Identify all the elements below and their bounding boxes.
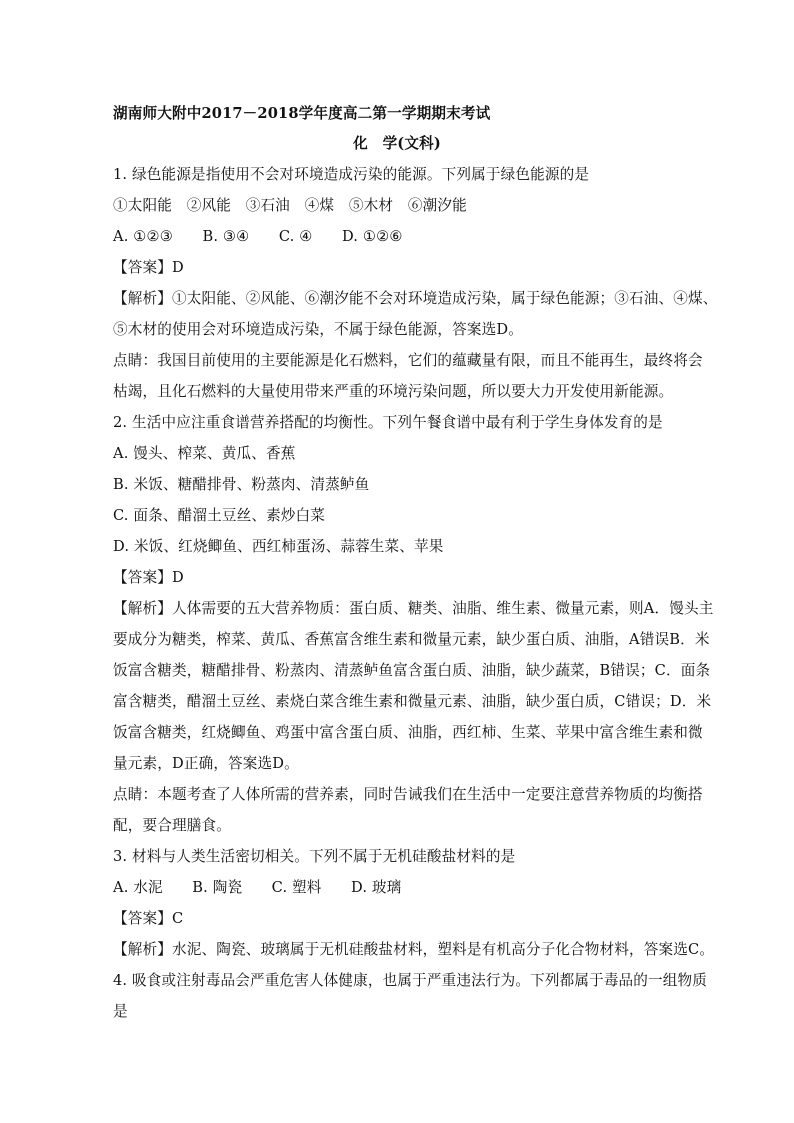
question-2-analysis-line-5: 饭富含糖类，红烧鲫鱼、鸡蛋中富含蛋白质、油脂，西红柿、生菜、苹果中富含维生素和微: [113, 724, 703, 741]
question-1-analysis-line-2: ⑤木材的使用会对环境造成污染，不属于绿色能源，答案选D。: [113, 321, 523, 338]
question-2-analysis-line-1: 【解析】人体需要的五大营养物质：蛋白质、糖类、油脂、维生素、微量元素，则A．馒头主: [113, 600, 714, 617]
question-1-analysis-line-1: 【解析】①太阳能、②风能、⑥潮汐能不会对环境造成污染，属于绿色能源；③石油、④煤、: [113, 290, 718, 307]
question-2-analysis-line-4: 富含糖类，醋溜土豆丝、素烧白菜含维生素和微量元素、油脂，缺少蛋白质，C错误；D．米: [113, 693, 712, 710]
question-2-analysis-line-2: 要成分为糖类，榨菜、黄瓜、香蕉富含维生素和微量元素，缺少蛋白质、油脂，A错误B．米: [113, 631, 710, 648]
question-2-option-b: B. 米饭、糖醋排骨、粉蒸肉、清蒸鲈鱼: [113, 476, 370, 493]
question-2-option-a: A. 馒头、榨菜、黄瓜、香蕉: [113, 445, 296, 462]
question-3-options: A. 水泥 B. 陶瓷 C. 塑料 D. 玻璃: [113, 879, 402, 896]
question-1-stem: 1. 绿色能源是指使用不会对环境造成污染的能源。下列属于绿色能源的是: [113, 166, 590, 183]
question-2-analysis-line-3: 饭富含糖类，糖醋排骨、粉蒸肉、清蒸鲈鱼富含蛋白质、油脂，缺少蔬菜，B错误；C．面条: [113, 662, 711, 679]
question-1-note-line-2: 枯竭，且化石燃料的大量使用带来严重的环境污染问题，所以要大力开发使用新能源。: [113, 383, 674, 400]
question-2-note-line-1: 点睛：本题考查了人体所需的营养素，同时告诫我们在生活中一定要注意营养物质的均衡搭: [113, 786, 703, 803]
question-1-answer: 【答案】D: [113, 259, 184, 276]
question-1-note-line-1: 点睛：我国目前使用的主要能源是化石燃料，它们的蕴藏量有限，而且不能再生，最终将会: [113, 352, 703, 369]
question-2-stem: 2. 生活中应注重食谱营养搭配的均衡性。下列午餐食谱中最有利于学生身体发育的是: [113, 414, 663, 431]
question-2-option-c: C. 面条、醋溜土豆丝、素炒白菜: [113, 507, 326, 524]
question-2-analysis-line-6: 量元素，D正确，答案选D。: [113, 755, 299, 772]
document-title: 湖南师大附中2017－2018学年度高二第一学期期末考试: [113, 105, 491, 122]
question-4-stem-line-1: 4. 吸食或注射毒品会严重危害人体健康，也属于严重违法行为。下列都属于毒品的一组物质: [113, 972, 708, 989]
question-2-note-line-2: 配，要合理膳食。: [113, 817, 231, 834]
question-3-analysis: 【解析】水泥、陶瓷、玻璃属于无机硅酸盐材料，塑料是有机高分子化合物材料，答案选C。: [113, 941, 715, 958]
question-1-options: A. ①②③ B. ③④ C. ④ D. ①②⑥: [113, 228, 403, 245]
question-3-stem: 3. 材料与人类生活密切相关。下列不属于无机硅酸盐材料的是: [113, 848, 516, 865]
question-1-items: ①太阳能 ②风能 ③石油 ④煤 ⑤木材 ⑥潮汐能: [113, 197, 467, 214]
question-2-option-d: D. 米饭、红烧鲫鱼、西红柿蛋汤、蒜蓉生菜、苹果: [113, 538, 444, 555]
document-subtitle: 化 学(文科): [353, 135, 441, 152]
question-3-answer: 【答案】C: [113, 910, 184, 927]
question-4-stem-line-2: 是: [113, 1003, 128, 1020]
question-2-answer: 【答案】D: [113, 569, 184, 586]
